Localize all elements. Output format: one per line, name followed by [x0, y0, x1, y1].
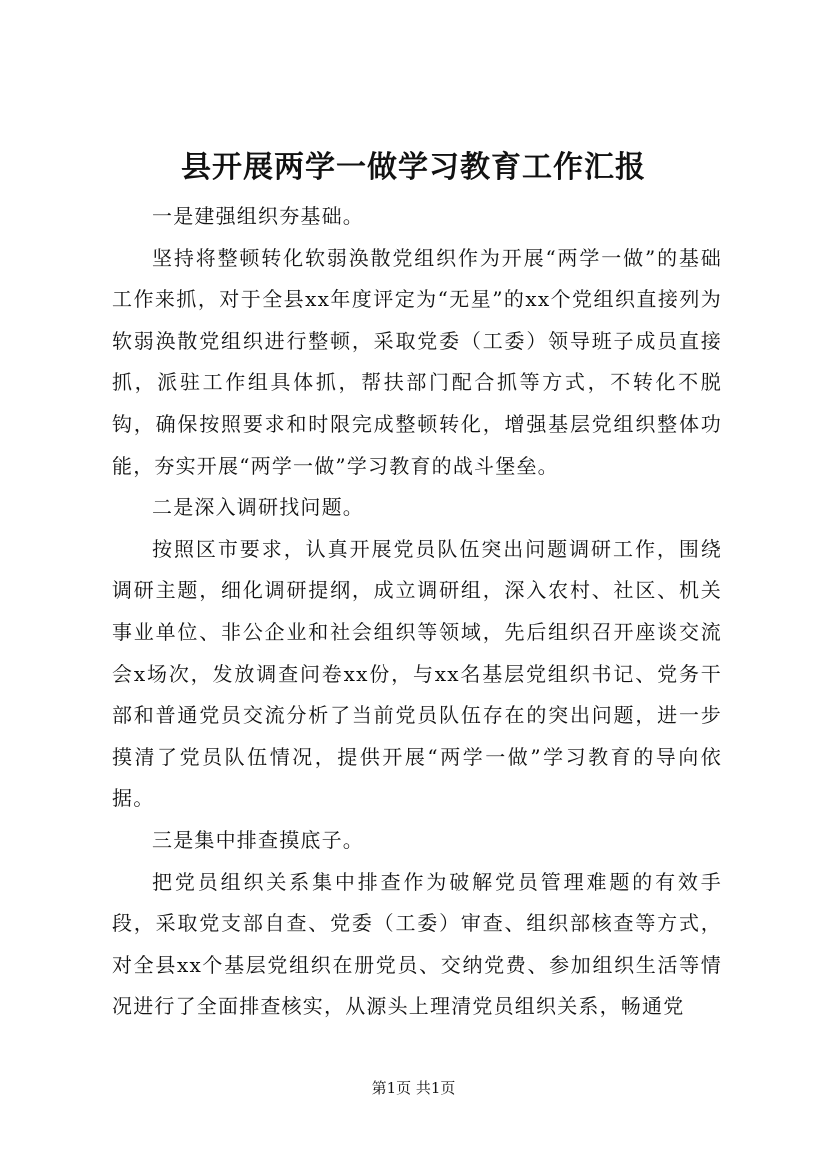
body-paragraph-2: 按照区市要求，认真开展党员队伍突出问题调研工作，围绕调研主题，细化调研提纲，成立调研组，深入农村、社区、机关事业单位、非公企业和社会组织等领域，先后组织召开座谈交流会x场次，发放调查问卷xx份，与xx名基层党组织书记、党务干部和普通党员交流分析了当前党员队伍存在的突出问题，进一步摸清了党员队伍情况，提供开展“两学一做”学习教育的导向依据。: [112, 536, 722, 811]
body-paragraph-1: 坚持将整顿转化软弱涣散党组织作为开展“两学一做”的基础工作来抓，对于全县xx年度评定为“无星”的xx个党组织直接列为软弱涣散党组织进行整顿，采取党委（工委）领导班子成员直接抓，派驻工作组具体抓，帮扶部门配合抓等方式，不转化不脱钩，确保按照要求和时限完成整顿转化，增强基层党组织整体功能，夯实开展“两学一做”学习教育的战斗堡垒。: [112, 245, 722, 478]
heading-paragraph-2: 二是深入调研找问题。: [152, 495, 364, 520]
heading-paragraph-3: 三是集中排查摸底子。: [152, 827, 364, 852]
page-footer: 第1页 共1页: [371, 1079, 456, 1097]
document-title: 县开展两学一做学习教育工作汇报: [181, 150, 646, 185]
body-paragraph-3: 把党员组织关系集中排查作为破解党员管理难题的有效手段，采取党支部自查、党委（工委）审查、组织部核查等方式，对全县xx个基层党组织在册党员、交纳党费、参加组织生活等情况进行了全面排查核实，从源头上理清党员组织关系，畅通党: [112, 869, 722, 1019]
heading-paragraph-1: 一是建强组织夯基础。: [152, 204, 364, 228]
document-body: [112, 196, 722, 1028]
